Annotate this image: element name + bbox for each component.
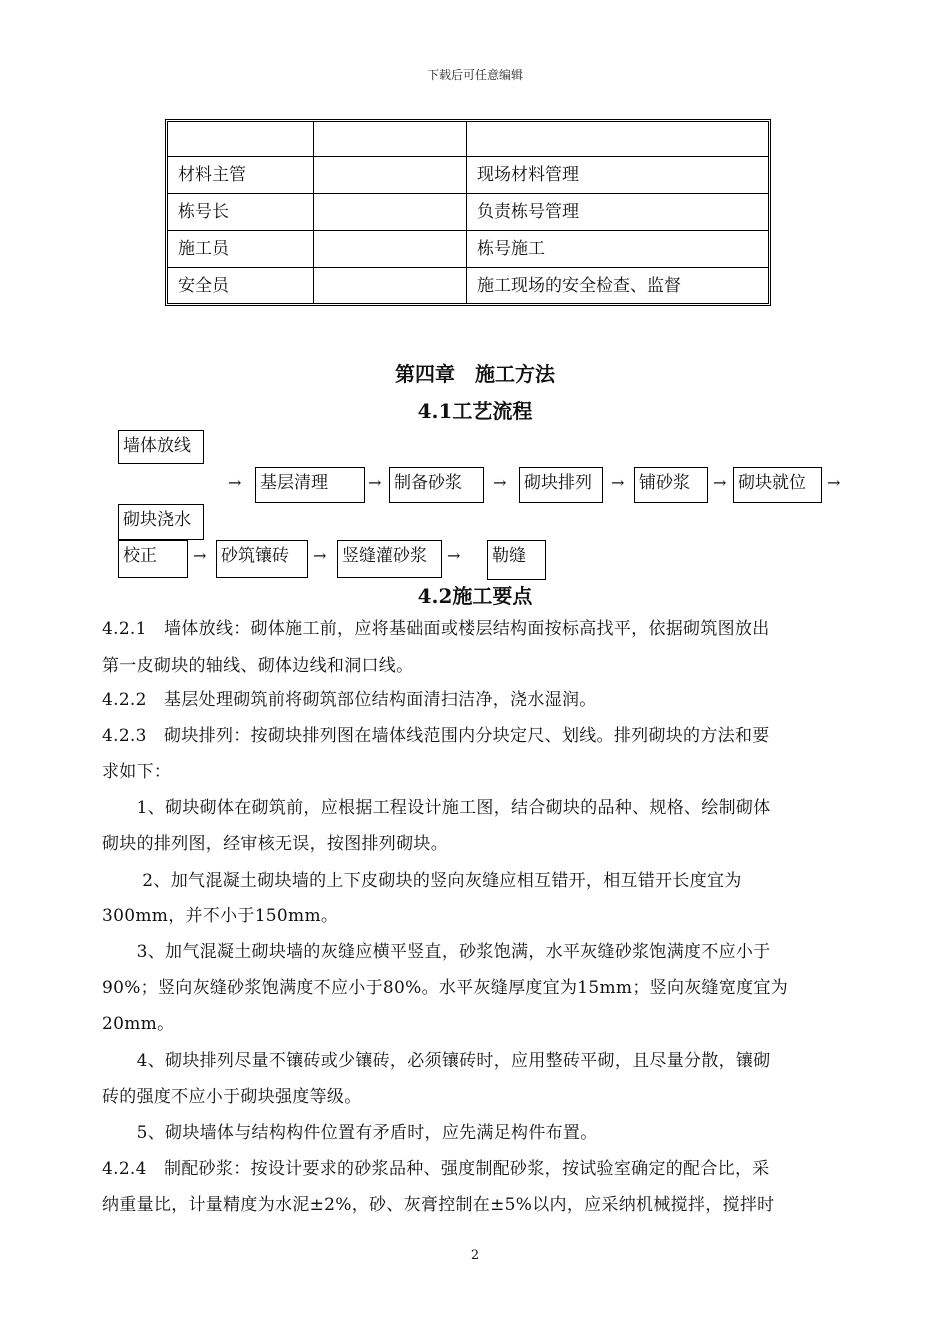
table-cell: 材料主管 [168, 157, 314, 194]
flow-arrow: → [611, 473, 625, 492]
paragraph-line: 砌块的排列图，经审核无误，按图排列砌块。 [102, 834, 448, 854]
table-cell [314, 231, 467, 268]
table-cell [168, 122, 314, 157]
flow-step-block-watering: 砌块浇水 [118, 504, 204, 540]
table-cell: 负责栋号管理 [467, 194, 768, 231]
flow-step: 校正 [118, 540, 188, 578]
table-cell [314, 194, 467, 231]
flow-step: 铺砂浆 [634, 467, 708, 503]
paragraph-line: 1、砌块砌体在砌筑前，应根据工程设计施工图，结合砌块的品种、规格、绘制砌体 [102, 798, 771, 818]
table-cell: 施工员 [168, 231, 314, 268]
paragraph-line: 5、砌块墙体与结构构件位置有矛盾时，应先满足构件布置。 [102, 1123, 598, 1143]
paragraph-line: 20mm。 [102, 1014, 175, 1034]
table-cell: 现场材料管理 [467, 157, 768, 194]
paragraph-line: 4.2.3 砌块排列：按砌块排列图在墙体线范围内分块定尺、划线。排列砌块的方法和要 [102, 726, 770, 746]
flow-step: 制备砂浆 [389, 467, 484, 503]
table-cell: 栋号施工 [467, 231, 768, 268]
flow-step: 砌块就位 [733, 467, 822, 503]
flow-arrow: → [827, 473, 841, 492]
table-cell: 栋号长 [168, 194, 314, 231]
table-cell [314, 157, 467, 194]
paragraph-line: 砖的强度不应小于砌块强度等级。 [102, 1087, 362, 1107]
section-title-key-points: 4.2施工要点 [417, 584, 533, 608]
table-cell [314, 122, 467, 157]
flow-step: 竖缝灌砂浆 [337, 540, 442, 578]
flow-step: 砌块排列 [519, 467, 603, 503]
table-cell [314, 268, 467, 303]
flow-step: 基层清理 [255, 467, 365, 503]
section-title-process-flow: 4.1工艺流程 [417, 399, 533, 423]
flow-step: 勒缝 [487, 540, 546, 580]
page-number: 2 [470, 1248, 480, 1263]
flow-arrow: → [493, 473, 507, 492]
chapter-title: 第四章 施工方法 [395, 362, 555, 386]
flow-arrow: → [368, 473, 382, 492]
flow-arrow: → [313, 546, 327, 565]
paragraph-line: 纳重量比，计量精度为水泥±2%，砂、灰膏控制在±5%以内，应采纳机械搅拌，搅拌时 [102, 1195, 775, 1215]
paragraph-line: 求如下： [102, 762, 172, 782]
flow-arrow: → [193, 546, 207, 565]
paragraph-line: 300mm，并不小于150mm。 [102, 906, 339, 926]
flow-arrow: → [228, 473, 242, 492]
paragraph-line: 4.2.1 墙体放线：砌体施工前，应将基础面或楼层结构面按标高找平，依据砌筑图放出 [102, 619, 770, 639]
paragraph-line: 3、加气混凝土砌块墙的灰缝应横平竖直，砂浆饱满，水平灰缝砂浆饱满度不应小于 [102, 942, 771, 962]
flow-step-wall-layout: 墙体放线 [118, 430, 204, 464]
staff-table [165, 119, 771, 306]
table-cell: 施工现场的安全检查、监督 [477, 276, 681, 296]
paragraph-line: 90%；竖向灰缝砂浆饱满度不应小于80%。水平灰缝厚度宜为15mm；竖向灰缝宽度宜为 [102, 978, 789, 998]
paragraph-line: 4.2.2 基层处理砌筑前将砌筑部位结构面清扫洁净，浇水湿润。 [102, 690, 597, 710]
paragraph-line: 第一皮砌块的轴线、砌体边线和洞口线。 [102, 656, 414, 676]
flow-arrow: → [713, 473, 727, 492]
flow-step: 砂筑镶砖 [216, 540, 308, 578]
paragraph-line: 4.2.4 制配砂浆：按设计要求的砂浆品种、强度制配砂浆，按试验室确定的配合比，采 [102, 1159, 770, 1179]
flow-arrow: → [447, 546, 461, 565]
paragraph-line: 2、加气混凝土砌块墙的上下皮砌块的竖向灰缝应相互错开，相互错开长度宜为 [102, 871, 742, 891]
page-header: 下载后可任意编辑 [426, 68, 523, 82]
table-cell [467, 122, 768, 157]
paragraph-line: 4、砌块排列尽量不镶砖或少镶砖，必须镶砖时，应用整砖平砌，且尽量分散，镶砌 [102, 1051, 771, 1071]
table-cell: 安全员 [168, 268, 314, 303]
